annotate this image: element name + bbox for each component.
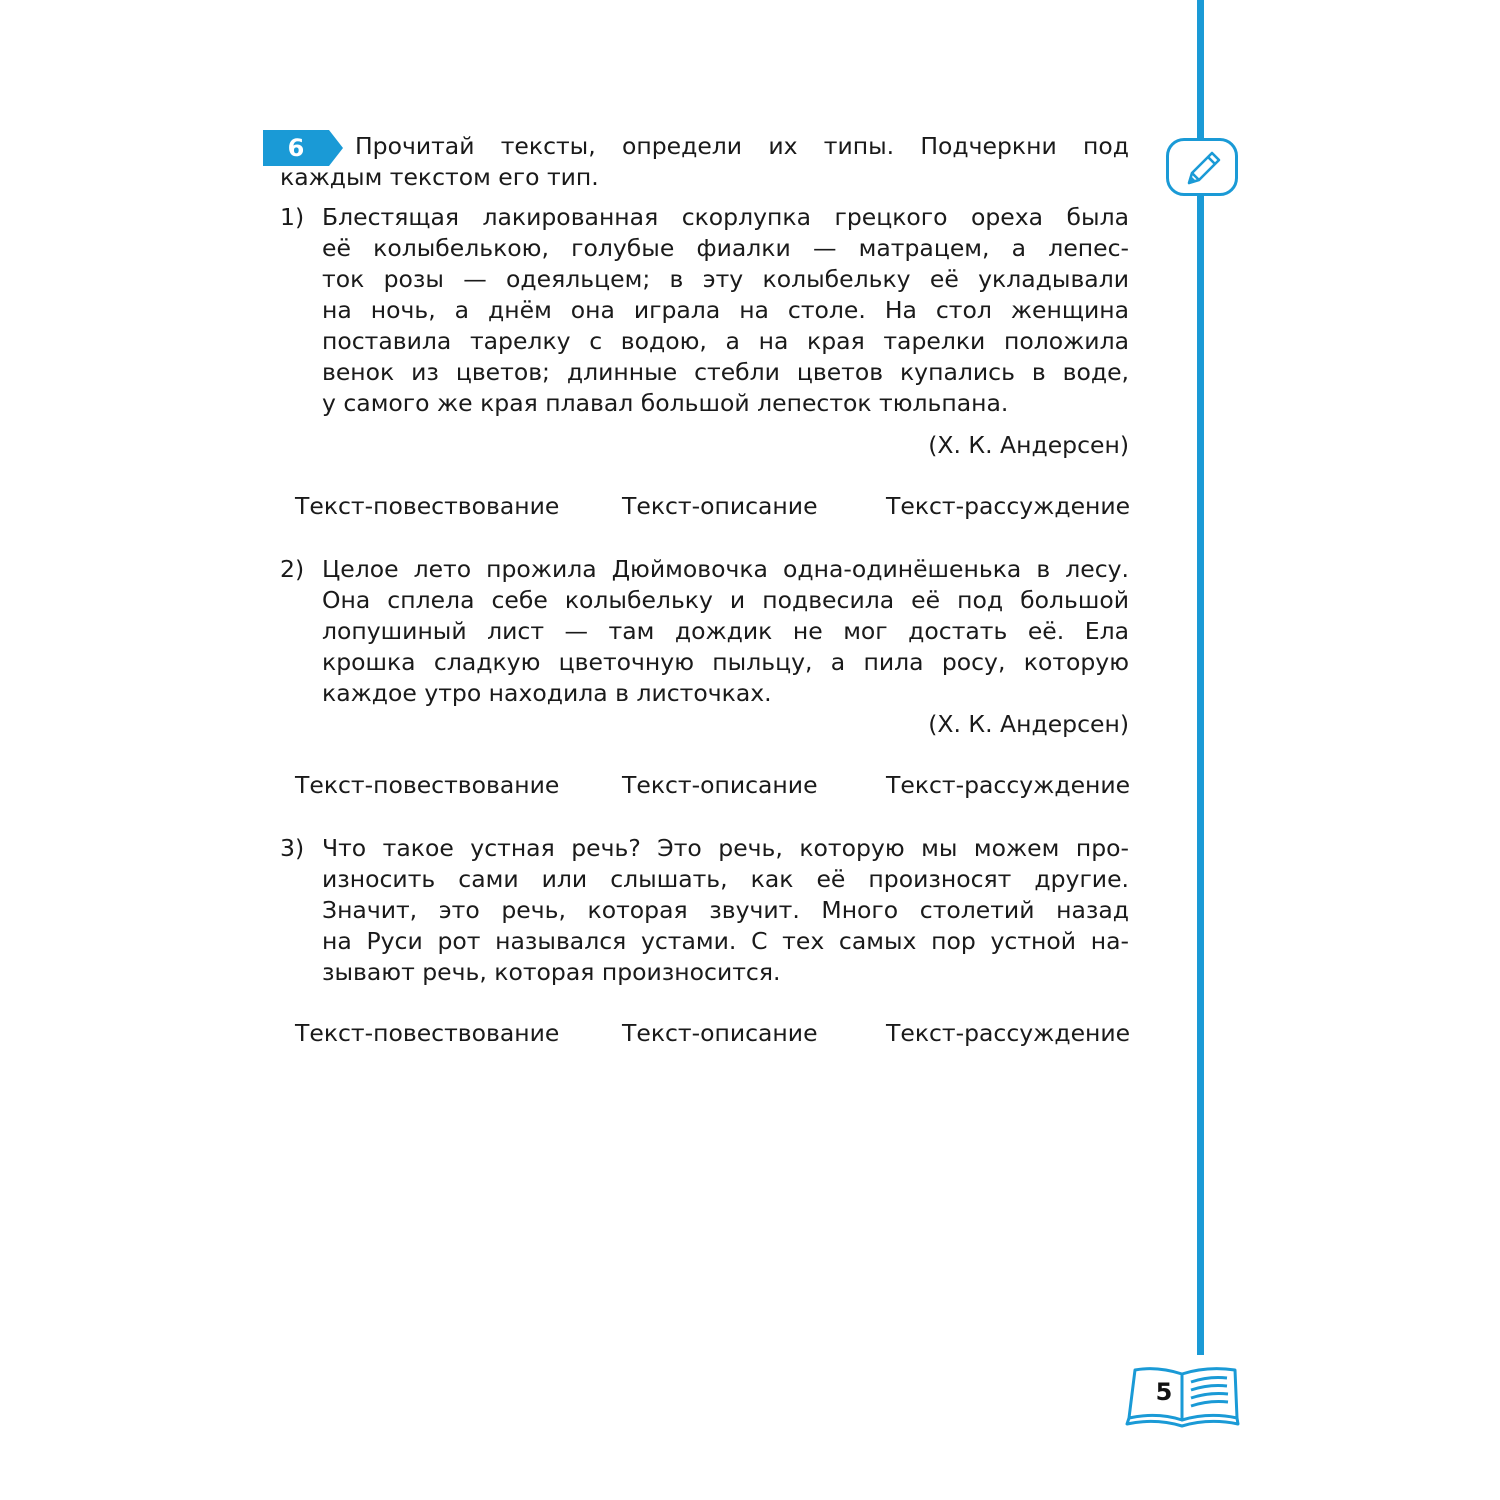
passage-author: (Х. К. Андерсен) [928, 710, 1129, 738]
option-description[interactable]: Текст-описание [622, 492, 818, 520]
passage-line: поставила тарелку с водою, а на края тарелки положила [322, 327, 1129, 355]
passage-line: крошка сладкую цветочную пыльцу, а пила росу, которую [322, 648, 1129, 676]
passage-line: зывают речь, которая произносится. [322, 958, 781, 986]
text-type-options [0, 770, 1500, 801]
passage-label: 3) [280, 834, 305, 862]
option-narration[interactable]: Текст-повествование [295, 771, 560, 799]
page-number-badge [1125, 1364, 1240, 1428]
passage-line: венок из цветов; длинные стебли цветов купались в воде, [322, 358, 1129, 386]
instruction-line: Прочитай тексты, определи их типы. Подчеркни под [355, 132, 1129, 160]
side-rule [1197, 0, 1204, 1355]
passage-label: 1) [280, 203, 305, 231]
passage-line: лопушиный лист — там дождик не мог достать её. Ела [322, 617, 1129, 645]
option-description[interactable]: Текст-описание [622, 1019, 818, 1047]
option-reasoning[interactable]: Текст-рассуждение [886, 771, 1131, 799]
passage-text [322, 554, 1129, 709]
passage-line: ток розы — одеяльцем; в эту колыбельку её укладывали [322, 265, 1129, 293]
book-icon [1125, 1364, 1240, 1428]
text-type-options [0, 491, 1500, 522]
passage-line: Блестящая лакированная скорлупка грецкого ореха была [322, 203, 1129, 231]
passage-line: износить сами или слышать, как её произносят другие. [322, 865, 1129, 893]
passage-text [322, 833, 1129, 988]
option-reasoning[interactable]: Текст-рассуждение [886, 1019, 1131, 1047]
passage-line: каждое утро находила в листочках. [322, 679, 772, 707]
passage-line: Она сплела себе колыбельку и подвесила её под большой [322, 586, 1129, 614]
page-number: 5 [1155, 1378, 1173, 1406]
passage-text [322, 202, 1129, 419]
pencil-icon [1183, 147, 1223, 189]
passage-line: у самого же края плавал большой лепесток тюльпана. [322, 389, 1009, 417]
option-description[interactable]: Текст-описание [622, 771, 818, 799]
option-narration[interactable]: Текст-повествование [295, 1019, 560, 1047]
text-type-options [0, 1018, 1500, 1049]
instruction-line: каждым текстом его тип. [280, 163, 599, 191]
passage-line: её колыбелькою, голубые фиалки — матрацем, а лепес- [322, 234, 1129, 262]
task-instruction [280, 131, 1129, 193]
pencil-badge [1166, 138, 1238, 196]
passage-label: 2) [280, 555, 305, 583]
task-number: 6 [287, 134, 305, 162]
passage-line: Что такое устная речь? Это речь, которую мы можем про- [322, 834, 1129, 862]
passage-author: (Х. К. Андерсен) [928, 431, 1129, 459]
option-reasoning[interactable]: Текст-рассуждение [886, 492, 1131, 520]
passage-line: Значит, это речь, которая звучит. Много столетий назад [322, 896, 1129, 924]
passage-line: Целое лето прожила Дюймовочка одна-одинёшенька в лесу. [322, 555, 1129, 583]
passage-line: на Руси рот назывался устами. С тех самых пор устной на- [322, 927, 1129, 955]
option-narration[interactable]: Текст-повествование [295, 492, 560, 520]
passage-line: на ночь, а днём она играла на столе. На стол женщина [322, 296, 1129, 324]
